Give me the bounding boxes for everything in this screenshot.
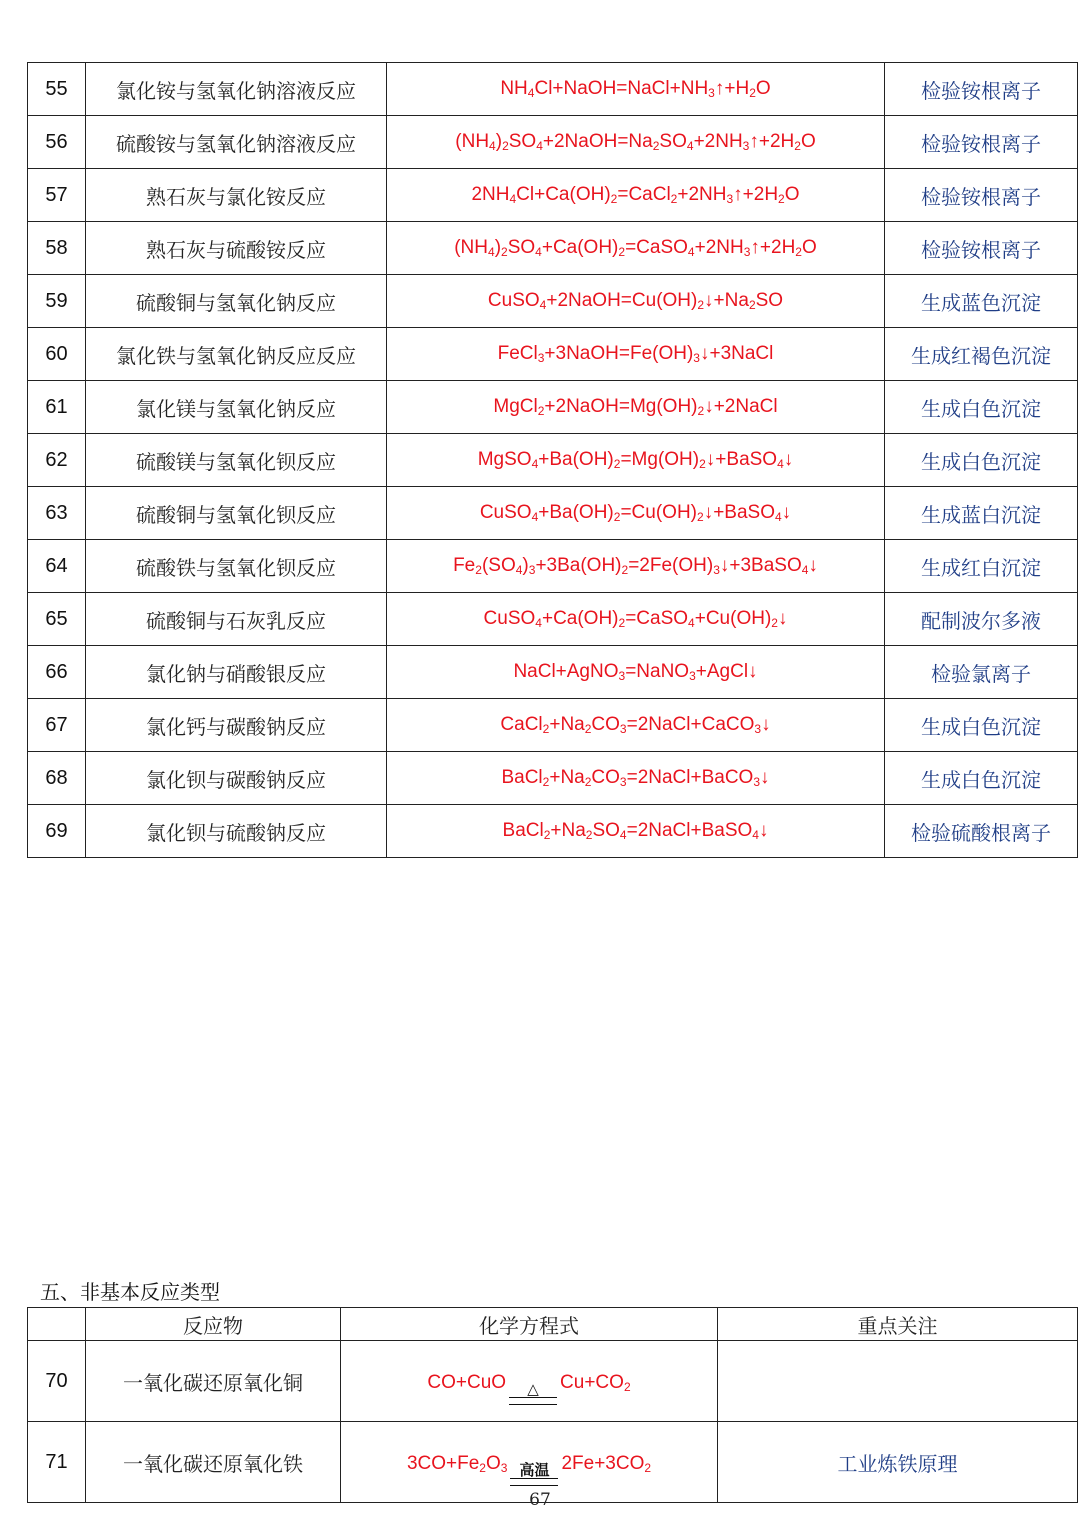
row-number: 66 bbox=[28, 646, 86, 699]
row-reactant: 氯化钠与硝酸银反应 bbox=[86, 646, 387, 699]
row-reactant: 硫酸镁与氢氧化钡反应 bbox=[86, 434, 387, 487]
row-number: 58 bbox=[28, 222, 86, 275]
row-reactant: 硫酸铁与氢氧化钡反应 bbox=[86, 540, 387, 593]
row-note: 检验氯离子 bbox=[885, 646, 1078, 699]
row-equation: $BaCl_2+Na_2CO_3=2NaCl+BaCO_3↓$ bbox=[387, 752, 885, 805]
row-number: 64 bbox=[28, 540, 86, 593]
row-number: 61 bbox=[28, 381, 86, 434]
row-note: 生成白色沉淀 bbox=[885, 434, 1078, 487]
page-number: 67 bbox=[529, 1490, 551, 1510]
row-note: 检验铵根离子 bbox=[885, 222, 1078, 275]
row-note bbox=[718, 1341, 1078, 1422]
header-num bbox=[28, 1308, 86, 1341]
row-note: 配制波尔多液 bbox=[885, 593, 1078, 646]
equation-lhs: $3CO+Fe_2O_3$ bbox=[406, 1452, 508, 1475]
row-number: 68 bbox=[28, 752, 86, 805]
row-equation: $(NH_4)_2SO_4+Ca(OH)_2=CaSO_4+2NH_3↑+2H_2O$ bbox=[387, 222, 885, 275]
double-line bbox=[509, 1397, 557, 1405]
equation-rhs: $2Fe+3CO_2$ bbox=[561, 1452, 652, 1475]
table-row bbox=[28, 169, 1078, 222]
row-note: 检验铵根离子 bbox=[885, 63, 1078, 116]
condition-label: 高温 bbox=[519, 1460, 550, 1479]
row-reactant: 氯化钡与碳酸钠反应 bbox=[86, 752, 387, 805]
row-equation: $MgCl_2+2NaOH=Mg(OH)_2↓+2NaCl$ bbox=[387, 381, 885, 434]
row-reactant: 熟石灰与硫酸铵反应 bbox=[86, 222, 387, 275]
row-reactant: 一氧化碳还原氧化铁 bbox=[86, 1422, 341, 1503]
table-row bbox=[28, 328, 1078, 381]
row-equation: $CuSO_4+Ca(OH)_2=CaSO_4+Cu(OH)_2↓$ bbox=[387, 593, 885, 646]
reactions-table-2 bbox=[27, 1307, 1078, 1503]
row-number: 56 bbox=[28, 116, 86, 169]
table-header-row bbox=[28, 1308, 1078, 1341]
equation-lhs: CO+CuO bbox=[427, 1371, 507, 1393]
reaction-condition bbox=[509, 1381, 557, 1405]
row-equation: $CuSO_4+2NaOH=Cu(OH)_2↓+Na_2SO$ bbox=[387, 275, 885, 328]
row-reactant: 氯化钡与硫酸钠反应 bbox=[86, 805, 387, 858]
table-row bbox=[28, 805, 1078, 858]
row-reactant: 硫酸铵与氢氧化钠溶液反应 bbox=[86, 116, 387, 169]
row-reactant: 硫酸铜与氢氧化钠反应 bbox=[86, 275, 387, 328]
row-note: 生成白色沉淀 bbox=[885, 699, 1078, 752]
row-equation: $(NH_4)_2SO_4+2NaOH=Na_2SO_4+2NH_3↑+2H_2O$ bbox=[387, 116, 885, 169]
row-equation: NaCl+AgNO$_3$=NaNO$_3$+AgCl↓ bbox=[387, 646, 885, 699]
table-row bbox=[28, 593, 1078, 646]
row-number: 65 bbox=[28, 593, 86, 646]
row-number: 57 bbox=[28, 169, 86, 222]
row-number: 71 bbox=[28, 1422, 86, 1503]
row-number: 60 bbox=[28, 328, 86, 381]
row-number: 69 bbox=[28, 805, 86, 858]
row-number: 62 bbox=[28, 434, 86, 487]
row-equation: $CaCl_2+Na_2CO_3=2NaCl+CaCO_3↓$ bbox=[387, 699, 885, 752]
row-note: 检验硫酸根离子 bbox=[885, 805, 1078, 858]
row-reactant: 氯化铵与氢氧化钠溶液反应 bbox=[86, 63, 387, 116]
row-note: 生成红白沉淀 bbox=[885, 540, 1078, 593]
table-row bbox=[28, 646, 1078, 699]
reactions-table-1 bbox=[27, 62, 1078, 858]
table-row bbox=[28, 434, 1078, 487]
double-line bbox=[510, 1478, 558, 1486]
table-row bbox=[28, 381, 1078, 434]
header-reactant: 反应物 bbox=[86, 1308, 341, 1341]
table-row bbox=[28, 1341, 1078, 1422]
table-row bbox=[28, 63, 1078, 116]
header-equation: 化学方程式 bbox=[341, 1308, 718, 1341]
row-note: 生成蓝白沉淀 bbox=[885, 487, 1078, 540]
table-row bbox=[28, 699, 1078, 752]
row-equation: $FeCl_3+3NaOH=Fe(OH)_3↓+3NaCl$ bbox=[387, 328, 885, 381]
row-reactant: 一氧化碳还原氧化铜 bbox=[86, 1341, 341, 1422]
row-note: 生成蓝色沉淀 bbox=[885, 275, 1078, 328]
table-row bbox=[28, 540, 1078, 593]
row-equation bbox=[341, 1341, 718, 1422]
row-number: 67 bbox=[28, 699, 86, 752]
row-equation: $2NH_4Cl+Ca(OH)_2=CaCl_2+2NH_3↑+2H_2O$ bbox=[387, 169, 885, 222]
header-note: 重点关注 bbox=[718, 1308, 1078, 1341]
row-reactant: 氯化铁与氢氧化钠反应反应 bbox=[86, 328, 387, 381]
row-note: 检验铵根离子 bbox=[885, 169, 1078, 222]
condition-label: △ bbox=[527, 1379, 539, 1398]
table-row bbox=[28, 116, 1078, 169]
table-row bbox=[28, 752, 1078, 805]
row-reactant: 硫酸铜与氢氧化钡反应 bbox=[86, 487, 387, 540]
row-reactant: 氯化镁与氢氧化钠反应 bbox=[86, 381, 387, 434]
table-row bbox=[28, 222, 1078, 275]
row-equation: $BaCl_2+Na_2SO_4=2NaCl+BaSO_4↓$ bbox=[387, 805, 885, 858]
row-note: 检验铵根离子 bbox=[885, 116, 1078, 169]
reactions-table-1-body bbox=[28, 63, 1078, 858]
table-row bbox=[28, 275, 1078, 328]
row-reactant: 氯化钙与碳酸钠反应 bbox=[86, 699, 387, 752]
equation-rhs: $Cu+CO_2$ bbox=[560, 1371, 631, 1394]
row-note: 生成红褐色沉淀 bbox=[885, 328, 1078, 381]
row-number: 59 bbox=[28, 275, 86, 328]
row-note: 工业炼铁原理 bbox=[718, 1422, 1078, 1503]
row-reactant: 熟石灰与氯化铵反应 bbox=[86, 169, 387, 222]
row-number: 70 bbox=[28, 1341, 86, 1422]
section-title: 五、非基本反应类型 bbox=[40, 1280, 220, 1304]
reaction-condition bbox=[510, 1462, 558, 1486]
row-equation: $CuSO_4+Ba(OH)_2=Cu(OH)_2↓+BaSO_4↓$ bbox=[387, 487, 885, 540]
row-note: 生成白色沉淀 bbox=[885, 381, 1078, 434]
row-number: 63 bbox=[28, 487, 86, 540]
row-equation: $MgSO_4+Ba(OH)_2=Mg(OH)_2↓+BaSO_4↓$ bbox=[387, 434, 885, 487]
row-equation: $NH_4Cl+NaOH=NaCl+NH_3↑+H_2O$ bbox=[387, 63, 885, 116]
row-equation: $Fe_2(SO_4)_3+3Ba(OH)_2=2Fe(OH)_3↓+3BaSO_4↓$ bbox=[387, 540, 885, 593]
row-note: 生成白色沉淀 bbox=[885, 752, 1078, 805]
table-row bbox=[28, 487, 1078, 540]
row-number: 55 bbox=[28, 63, 86, 116]
row-reactant: 硫酸铜与石灰乳反应 bbox=[86, 593, 387, 646]
